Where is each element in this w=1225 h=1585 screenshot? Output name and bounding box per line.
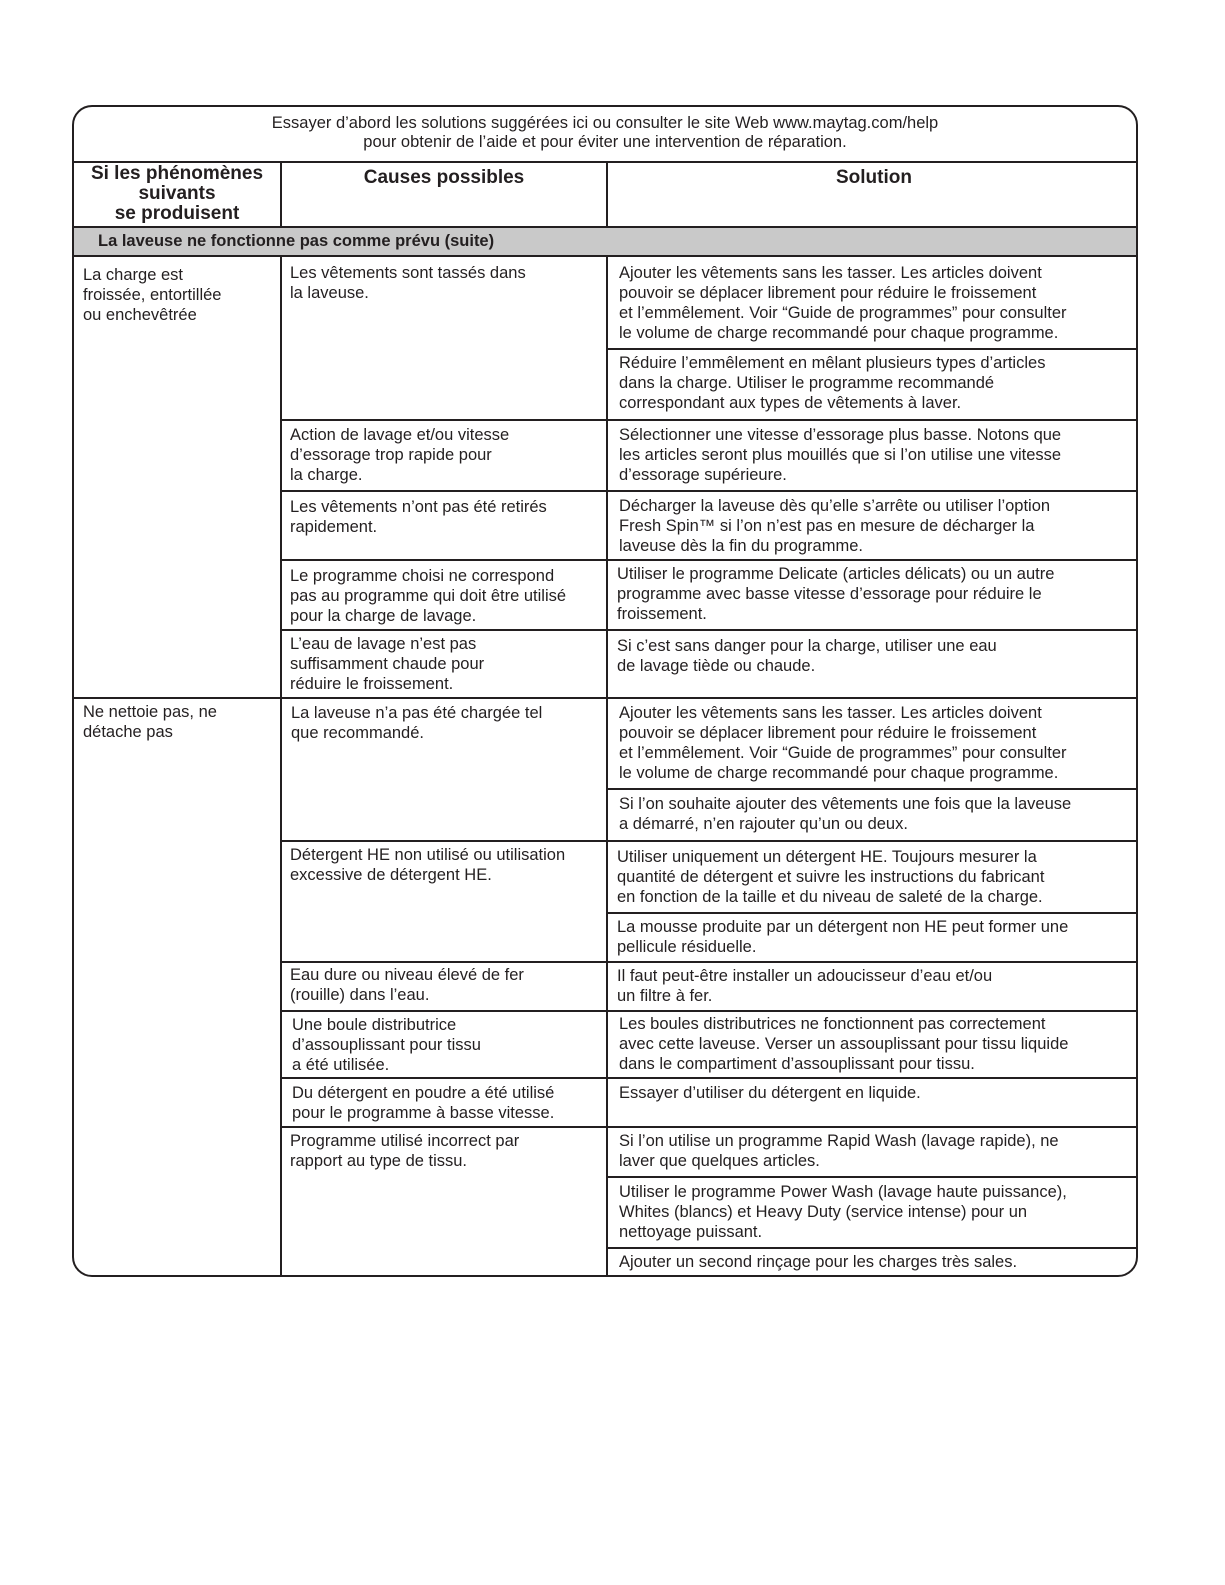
cause-cell: Eau dure ou niveau élevé de fer (rouille) dans l’eau. [290,966,524,1004]
cause-cell: Les vêtements n’ont pas été retirés rapidement. [290,498,547,536]
cause-cell: Du détergent en poudre a été utilisé pour le programme à basse vitesse. [292,1084,555,1122]
cause-cell: Une boule distributrice d’assouplissant pour tissu a été utilisée. [292,1016,481,1074]
rule-solution [606,788,1138,790]
solution-cell: Il faut peut-être installer un adoucisseur d’eau et/ou un filtre à fer. [617,967,993,1005]
rule-col-2 [606,255,608,1277]
solution-cell: Ajouter les vêtements sans les tasser. Les articles doivent pouvoir se déplacer librement pour réduire le froissement et l’emmêlement. Voir “Guide de programmes” pour consulter le volume de charge recommandé pour chaque programme. [619,264,1067,342]
rule-cause [280,559,1138,561]
rule-solution [606,912,1138,914]
cause-cell: Les vêtements sont tassés dans la laveuse. [290,264,526,302]
cause-cell: Détergent HE non utilisé ou utilisation excessive de détergent HE. [290,846,566,884]
solution-cell: Les boules distributrices ne fonctionnent pas correctement avec cette laveuse. Verser un assouplissant pour tissu liquide dans le compartiment d’assouplissant pour tissu. [619,1015,1069,1073]
solution-cell: Utiliser le programme Delicate (articles délicats) ou un autre programme avec basse vitesse d’essorage pour réduire le froissement. [617,565,1055,623]
troubleshooting-table [72,105,1138,1277]
solution-cell: Si l’on utilise un programme Rapid Wash (lavage rapide), ne laver que quelques articles. [619,1132,1059,1170]
cause-cell: Programme utilisé incorrect par rapport au type de tissu. [290,1132,520,1170]
rule-cause [280,490,1138,492]
header-symptom: Si les phénomènes suivants se produisent [90,163,264,224]
rule-cause [280,1010,1138,1012]
rule-cause [280,961,1138,963]
symptom-cell: La charge est froissée, entortillée ou enchevêtrée [83,266,222,324]
rule-solution [606,1176,1138,1178]
rule-cause [280,1077,1138,1079]
symptom-cell: Ne nettoie pas, ne détache pas [83,703,217,741]
intro-line-2: pour obtenir de l’aide et pour éviter une intervention de réparation. [363,133,847,151]
solution-cell: Décharger la laveuse dès qu’elle s’arrête ou utiliser l’option Fresh Spin™ si l’on n’est pas en mesure de décharger la laveuse dès la fin du programme. [619,497,1051,555]
solution-cell: Si c’est sans danger pour la charge, utiliser une eau de lavage tiède ou chaude. [617,637,997,675]
solution-cell: Utiliser le programme Power Wash (lavage haute puissance), Whites (blancs) et Heavy Duty (service intense) pour un nettoyage puissant. [619,1183,1067,1241]
rule-cause [280,1126,1138,1128]
header-causes: Causes possibles [363,167,525,188]
intro-line-1: Essayer d’abord les solutions suggérées ici ou consulter le site Web www.maytag.com/help [271,114,939,132]
rule-below-section [74,255,1136,257]
section-band [74,228,1136,257]
cause-cell: L’eau de lavage n’est pas suffisamment chaude pour réduire le froissement. [290,635,485,693]
cause-cell: Action de lavage et/ou vitesse d’essorage trop rapide pour la charge. [290,426,510,484]
header-solution: Solution [836,167,912,188]
rule-cause [280,629,1138,631]
solution-cell: Sélectionner une vitesse d’essorage plus basse. Notons que les articles seront plus mouillés que si l’on utilise une vitesse d’essorage supérieure. [619,426,1062,484]
solution-cell: Ajouter les vêtements sans les tasser. Les articles doivent pouvoir se déplacer librement pour réduire le froissement et l’emmêlement. Voir “Guide de programmes” pour consulter le volume de charge recommandé pour chaque programme. [619,704,1067,782]
cause-cell: La laveuse n’a pas été chargée tel que recommandé. [291,704,543,742]
intro-note [74,107,1136,163]
cause-cell: Le programme choisi ne correspond pas au programme qui doit être utilisé pour la charge de lavage. [290,567,567,625]
rule-solution [606,1247,1138,1249]
solution-cell: Si l’on souhaite ajouter des vêtements une fois que la laveuse a démarré, n’en rajouter qu’un ou deux. [619,795,1072,833]
section-title: La laveuse ne fonctionne pas comme prévu (suite) [98,232,495,250]
rule-cause [280,840,1138,842]
rule-solution [606,348,1138,350]
solution-cell: Ajouter un second rinçage pour les charges très sales. [619,1253,1018,1271]
rule-symptom-divider [74,697,1136,699]
rule-col-1 [280,255,282,1277]
solution-cell: Utiliser uniquement un détergent HE. Toujours mesurer la quantité de détergent et suivre les instructions du fabricant en fonction de la taille et du niveau de saleté de la charge. [617,848,1045,906]
solution-cell: Essayer d’utiliser du détergent en liquide. [619,1084,921,1102]
rule-cause [280,419,1138,421]
solution-cell: La mousse produite par un détergent non HE peut former une pellicule résiduelle. [617,918,1069,956]
solution-cell: Réduire l’emmêlement en mêlant plusieurs types d’articles dans la charge. Utiliser le programme recommandé correspondant aux types de vêtements à laver. [619,354,1046,412]
